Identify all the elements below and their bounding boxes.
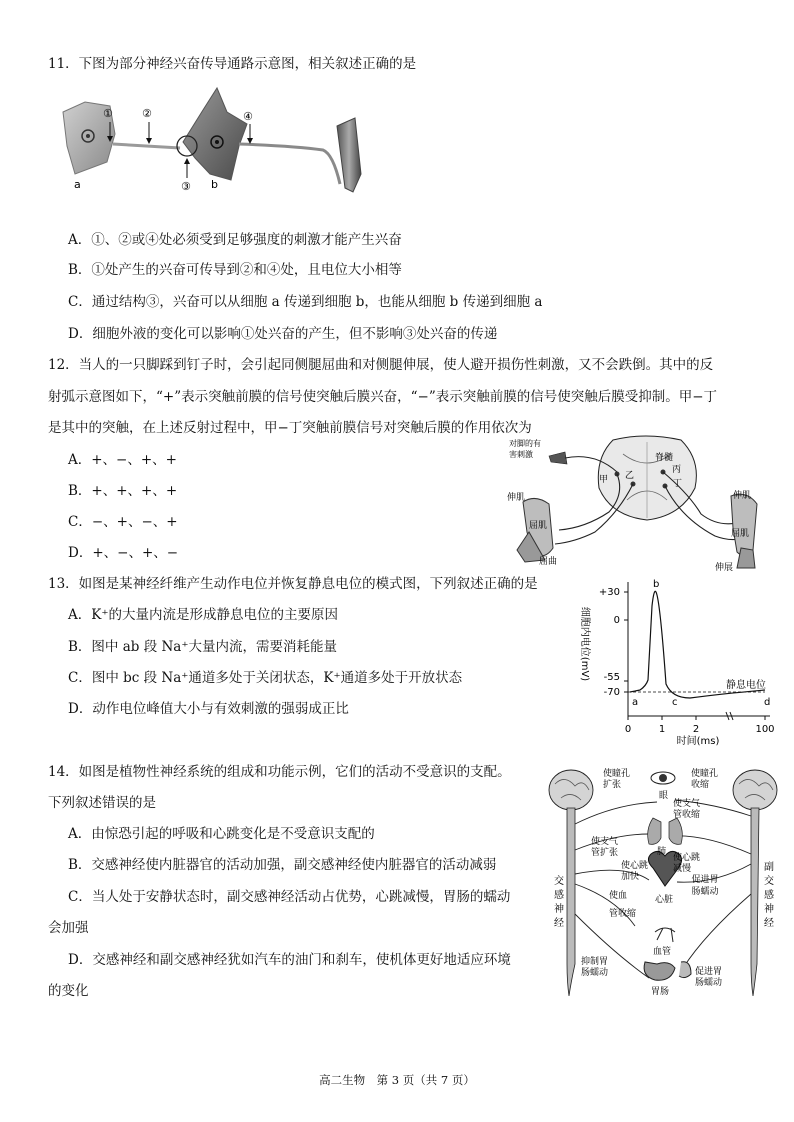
vessel-constrict-2: 管收缩 [609,909,637,919]
spinal-label: 脊髓 [655,453,674,463]
extension-label: 伸展 [715,563,734,572]
flexion-label: 屈曲 [539,557,558,567]
pupil-constrict-1: 使瞳孔 [691,769,719,779]
page-footer: 高二生物 第 3 页（共 7 页） [319,1073,475,1087]
point-d: d [764,697,771,708]
bronchi-dilate-1: 使支气 [591,837,619,847]
q11-option-a: A．①、②或④处必须受到足够强度的刺激才能产生兴奋 [68,232,402,248]
parasympathetic-char-2: 交 [764,876,774,887]
label-a: a [74,178,81,191]
sympathetic-char-4: 经 [554,918,564,929]
q13-option-d: D．动作电位峰值大小与有效刺激的强弱成正比 [68,701,349,717]
heart-slow-2: 减慢 [673,864,692,874]
synapse-ding: 丁 [673,479,683,489]
stomach-icon [644,962,675,980]
q13-option-b: B．图中 ab 段 Na⁺大量内流，需要消耗能量 [68,639,337,655]
resting-label: 静息电位 [726,680,766,691]
q12-stem-line-2: 射弧示意图如下，“+”表示突触前膜的信号使突触后膜兴奋，“−”表示突触前膜的信号使突触后膜受抑制。甲−丁 [48,389,718,405]
q14-option-d: D．交感神经和副交感神经犹如汽车的油门和刹车，使机体更好地适应环境 [68,952,511,968]
xtick-2: 2 [692,724,700,735]
q13-option-c: C．图中 bc 段 Na⁺通道多处于关闭状态，K⁺通道多处于开放状态 [68,670,463,686]
bronchi-constrict-1: 使支气 [673,799,701,809]
synapse-jia: 甲 [599,475,609,485]
parasympathetic-char-3: 感 [764,890,774,901]
heart-slow-1: 使心跳 [673,853,701,863]
stimulus-line-1: 对脚的有 [509,439,541,448]
q11-option-b: B．①处产生的兴奋可传导到②和④处，且电位大小相等 [68,262,402,278]
ytick-70: -70 [603,687,620,698]
q13-stem: 13．如图是某神经纤维产生动作电位并恢复静息电位的模式图，下列叙述正确的是 [48,576,538,592]
q12-option-c: C．−、+、−、+ [68,514,178,530]
cell-b-body [183,88,247,180]
ytick-30: +30 [598,587,620,598]
q11-option-d: D．细胞外液的变化可以影响①处兴奋的产生，但不影响③处兴奋的传递 [68,326,498,342]
xtick-1: 1 [658,724,666,735]
gut-inhibit-2: 肠蠕动 [581,968,609,978]
q13-option-a: A．K⁺的大量内流是形成静息电位的主要原因 [68,607,338,623]
synapse-bing: 丙 [672,465,682,475]
gut-promote-r-2: 肠蠕动 [691,887,719,897]
gut-promote-1: 促进胃 [695,967,723,977]
q14-option-a: A．由惊恐引起的呼吸和心跳变化是不受意识支配的 [68,826,375,842]
lung-label: 肺 [657,847,667,857]
q11-option-c: C．通过结构③，兴奋可以从细胞 a 传递到细胞 b，也能从细胞 b 传递到细胞 a [68,294,543,310]
stomach-label: 胃肠 [651,987,670,997]
sympathetic-char-2: 感 [554,890,564,901]
pupil-dilate-1: 使瞳孔 [603,769,631,779]
point-b: b [653,579,660,590]
xtick-0: 0 [624,724,632,735]
ytick-0: 0 [613,615,620,626]
q12-reflex-arc-figure [505,432,767,572]
chart-ylabel: 细胞内电位(mV) [579,606,590,682]
eye-label: 眼 [659,791,669,801]
q14-option-c: C．当人处于安静状态时，副交感神经活动占优势，心跳减慢，胃肠的蠕动 [68,889,511,905]
ytick-55: -55 [603,672,620,683]
gut-inhibit-1: 抑制胃 [581,957,609,967]
synapse-yi: 乙 [625,471,635,481]
vessel-label: 血管 [653,947,672,957]
heart-fast-2: 加快 [621,872,640,882]
parasympathetic-char-4: 神 [764,904,774,915]
parasympathetic-char-5: 经 [764,918,774,929]
q12-option-d: D．+、−、+、− [68,545,179,561]
q14-option-b: B．交感神经使内脏器官的活动加强，副交感神经使内脏器官的活动减弱 [68,857,497,873]
marker-4: ④ [243,110,253,123]
parasympathetic-char-1: 副 [764,862,774,873]
q14-stem-line-2: 下列叙述错误的是 [48,795,156,811]
q14-stem-line-1: 14．如图是植物性神经系统的组成和功能示例，它们的活动不受意识的支配。 [48,764,511,780]
q14-option-c-cont: 会加强 [48,920,89,936]
q12-option-a: A．+、−、+、+ [68,452,177,468]
q12-option-b: B．+、+、+、+ [68,483,178,499]
sympathetic-char-1: 交 [554,876,564,887]
heart-label: 心脏 [655,895,674,905]
sympathetic-char-3: 神 [554,904,564,915]
right-flexor: 屈肌 [731,529,750,539]
q11-neuron-figure [55,84,385,202]
q14-autonomic-figure [545,764,781,1000]
left-extensor: 伸肌 [507,493,526,503]
bronchi-dilate-2: 管扩张 [591,848,619,858]
marker-3: ③ [181,180,191,193]
left-flexor: 屈肌 [529,521,548,531]
bronchi-constrict-2: 管收缩 [673,810,701,820]
pupil-constrict-2: 收缩 [691,780,710,790]
heart-fast-1: 使心跳 [621,861,649,871]
vessel-constrict-1: 使血 [609,891,628,901]
q14-option-d-cont: 的变化 [48,983,89,999]
q12-stem-line-1: 12．当人的一只脚踩到钉子时，会引起同侧腿屈曲和对侧腿伸展，使人避开损伤性刺激，又不会跌倒。其中的反 [48,357,714,373]
stimulus-line-2: 害刺激 [509,450,533,459]
left-spinal-cord [567,808,575,996]
xtick-100: 100 [755,724,775,735]
marker-2: ② [142,107,152,120]
gut-promote-2: 肠蠕动 [695,978,723,988]
label-b: b [211,178,218,191]
right-spinal-cord [751,808,759,996]
pupil-dilate-2: 扩张 [603,780,622,790]
gut-promote-r-1: 促进胃 [691,875,719,885]
point-a: a [632,697,639,708]
q11-stem: 11．下图为部分神经兴奋传导通路示意图，相关叙述正确的是 [48,56,417,72]
q12-stem-line-3: 是其中的突触，在上述反射过程中，甲−丁突触前膜信号对突触后膜的作用依次为 [48,420,532,436]
marker-1: ① [103,107,113,120]
right-extensor: 伸肌 [733,491,752,501]
lung-icon [648,818,683,844]
point-c: c [672,697,678,708]
chart-xlabel: 时间(ms) [676,736,720,746]
q13-action-potential-chart [560,576,782,746]
